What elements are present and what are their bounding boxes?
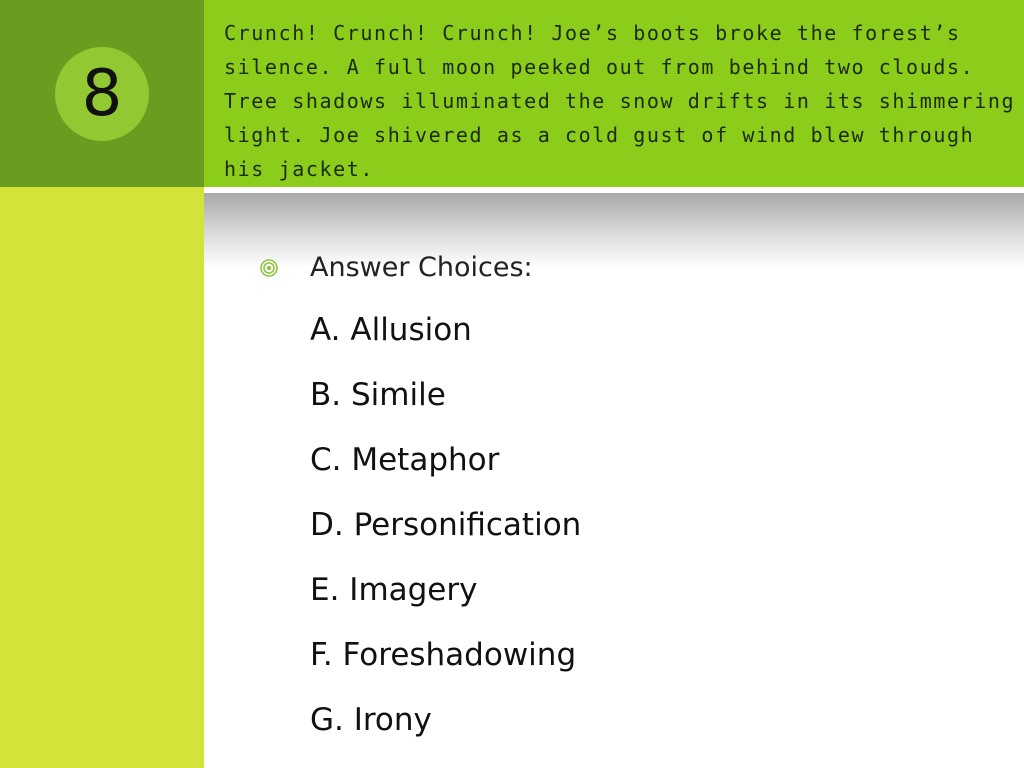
passage-header [204,0,1024,187]
answer-choices-label: Answer Choices: [310,252,533,283]
answer-choices-heading [260,252,533,283]
choice-a: A. Allusion [310,312,472,348]
left-accent-column [0,187,204,768]
choice-e: E. Imagery [310,572,478,608]
slide-number: 8 [81,57,123,131]
slide-number-badge [55,47,149,141]
concentric-circle-bullet-icon [260,259,278,277]
choice-d: D. Personification [310,507,582,543]
choice-g: G. Irony [310,702,432,738]
choice-b: B. Simile [310,377,446,413]
answer-section [204,240,1024,768]
choice-list [310,308,581,763]
passage-text: Crunch! Crunch! Crunch! Joe’s boots broke the forest’s silence. A full moon peeked out from behind two clouds. Tree shadows illuminated the snow drifts in its shimmering light. Joe shivered as a cold gust of wind blew through his jacket. [224,21,1016,181]
choice-f: F. Foreshadowing [310,637,577,673]
choice-c: C. Metaphor [310,442,500,478]
number-panel [0,0,204,187]
